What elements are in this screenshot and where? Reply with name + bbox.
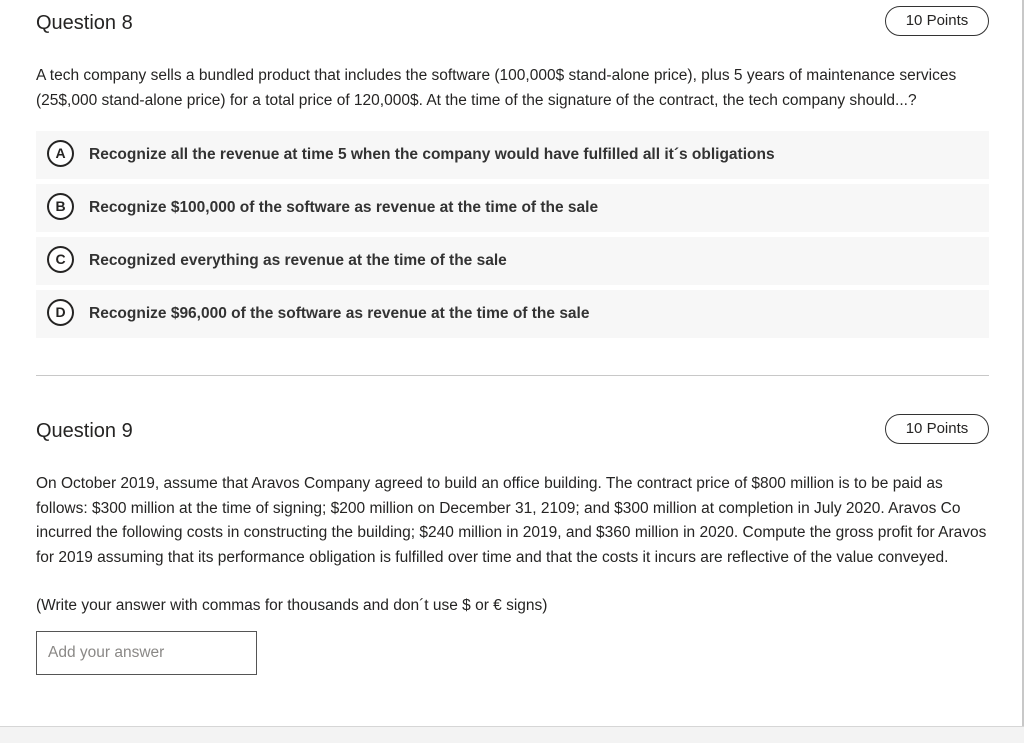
answer-input[interactable] — [36, 631, 257, 675]
option-a[interactable] — [36, 131, 989, 179]
question-9 — [36, 376, 989, 675]
option-c[interactable] — [36, 237, 989, 285]
answer-instruction: (Write your answer with commas for thousands and don´t use $ or € signs) — [36, 597, 548, 614]
option-text-a: Recognize all the revenue at time 5 when the company would have fulfilled all it´s obligations — [89, 146, 775, 163]
option-letter-c: C — [47, 246, 74, 273]
question-8 — [36, 0, 989, 338]
options-list — [36, 131, 989, 338]
option-text-d: Recognize $96,000 of the software as revenue at the time of the sale — [89, 305, 590, 322]
option-letter-b: B — [47, 193, 74, 220]
question-title: Question 8 — [36, 12, 133, 34]
points-badge: 10 Points — [885, 6, 989, 36]
question-header — [36, 412, 989, 452]
option-text-b: Recognize $100,000 of the software as revenue at the time of the sale — [89, 199, 599, 216]
option-b[interactable] — [36, 184, 989, 232]
question-text: A tech company sells a bundled product that includes the software (100,000$ stand-alone price), plus 5 years of maintenance services (25$,000 stand-alone price) for a total price of 120,000$. At the time of the signature of the contract, the tech company should...? — [36, 67, 957, 109]
form-content — [36, 0, 989, 675]
option-letter-a: A — [47, 140, 74, 167]
option-text-c: Recognized everything as revenue at the time of the sale — [89, 252, 507, 269]
question-header — [36, 4, 989, 44]
option-letter-d: D — [47, 299, 74, 326]
question-text: On October 2019, assume that Aravos Company agreed to build an office building. The contract price of $800 million is to be paid as follows: $300 million at the time of signing; $200 million on December 31, 2109; and $300 million at completion in July 2020. Aravos Co incurred the following costs in constructing the building; $240 million in 2019, and $360 million in 2020. Compute the gross profit for Aravos for 2019 assuming that its performance obligation is fulfilled over time and that the costs it incurs are reflective of the value conveyed. — [36, 475, 987, 566]
question-title: Question 9 — [36, 420, 133, 442]
option-d[interactable] — [36, 290, 989, 338]
bottom-bar — [0, 726, 1024, 743]
points-badge: 10 Points — [885, 414, 989, 444]
